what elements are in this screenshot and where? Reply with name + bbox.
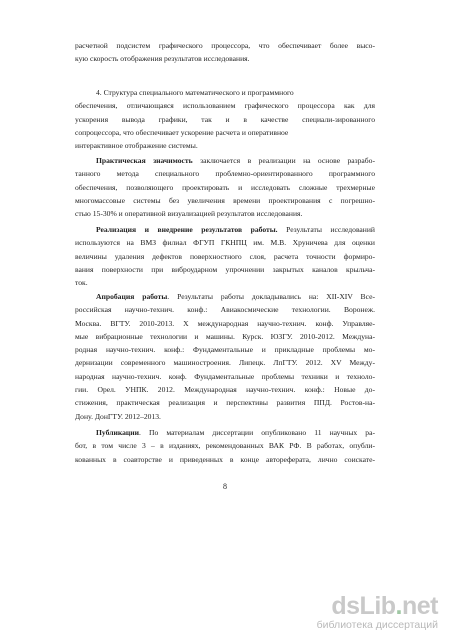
text-line — [75, 154, 375, 167]
section-heading: Публикации — [96, 428, 140, 437]
text-line: обеспечения, отличающаяся использованием графического процессора как для — [75, 101, 375, 111]
text-line: бот, в том числе 3 – в изданиях, рекомендованных ВАК РФ. В работах, опубли- — [75, 441, 375, 451]
paragraph-implementation — [75, 223, 375, 289]
text-line: интерактивное отображение системы. — [75, 141, 198, 151]
page-number: 8 — [223, 482, 227, 491]
text-line: используются на ВМЗ филиал ФГУП ГКНПЦ им. М.В. Хруничева для оценки — [75, 238, 375, 248]
text-line: народная научно-технич. конф. Фундаментальные проблемы техники и техноло- — [75, 371, 375, 381]
text-line: российская научно-технич. конф.: Авиакосмические технологии. Воронеж. — [75, 305, 375, 315]
paragraph-approbation — [75, 290, 375, 423]
text-line: кую скорость отображения результатов исследования. — [75, 54, 250, 64]
text-line: танного метода специального проблемно-ориентированного программного — [75, 169, 375, 179]
text-line: расчетной подсистем графического процессора, что обеспечивает более высо- — [75, 41, 375, 50]
text-line: гии. Орел. УНПК. 2012. Международная научно-технич. конф.: Новые до- — [75, 385, 375, 395]
text-line: кованных в соавторстве и приведенных в конце автореферата, лично соискате- — [75, 454, 375, 464]
text-line: родная научно-технич. конф.: Фундаментальные и прикладные проблемы мо- — [75, 345, 375, 355]
text-line: обеспечения, позволяющего проектировать и исследовать сложные трехмерные — [75, 182, 375, 192]
watermark-logo: dsLib.net — [331, 592, 438, 620]
paragraph-practical-significance — [75, 154, 375, 220]
text-line: ускорения вывода графики, так и в качестве специали-зированного — [75, 114, 375, 124]
text-line: многомассовые системы без увеличения времени проектирования с погрешно- — [75, 195, 375, 205]
paragraph-structure — [75, 86, 375, 152]
text-line: Дону. ДонГТУ. 2012–2013. — [75, 411, 161, 421]
text-line: стью 15-30% и оперативной визуализацией результатов исследования. — [75, 209, 303, 219]
text-line — [75, 426, 375, 439]
section-heading: Практическая значимость — [96, 156, 193, 165]
text-fragment: . Результаты работы докладывались на: XII-XIV Все- — [167, 292, 375, 301]
text-line: величины удаления дефектов поверхностного слоя, расчета точности формиро- — [75, 251, 375, 261]
text-line: сопроцессора, что обеспечивает ускорение расчета и оперативное — [75, 127, 289, 137]
text-line: Москва. ВГТУ. 2010-2013. X международная научно-технич. конф. Управляе- — [75, 318, 375, 328]
section-heading: Реализация и внедрение результатов работы. — [96, 225, 278, 234]
watermark-subtitle: библиотека диссертаций — [316, 619, 438, 631]
text-line: дернизации современного машиностроения. Липецк. ЛпГТУ. 2012. XV Между- — [75, 358, 375, 368]
section-heading: Апробация работы — [96, 292, 168, 301]
text-fragment: . По материалам диссертации опубликовано 11 научных ра- — [139, 428, 375, 437]
text-line: ток. — [75, 278, 88, 288]
paragraph-publications — [75, 426, 375, 466]
text-line: мые вибрационные технологии и машины. Курск. ЮЗГУ. 2010-2012. Междуна- — [75, 331, 375, 341]
text-line — [75, 223, 375, 236]
text-line: вания поверхности при виброударном упрочнении закрытых каналов крыльча- — [75, 264, 375, 274]
text-fragment: заключается в реализации на основе разрабо- — [192, 156, 375, 165]
paragraph-gpu-speed — [75, 39, 375, 66]
watermark — [317, 593, 438, 631]
text-fragment: Результаты исследований — [277, 225, 375, 234]
text-line — [75, 290, 375, 303]
text-line: стижения, практическая реализация и перспективы развития ППД. Ростов-на- — [75, 398, 375, 408]
text-line: 4. Структура специального математического и программного — [96, 88, 294, 97]
